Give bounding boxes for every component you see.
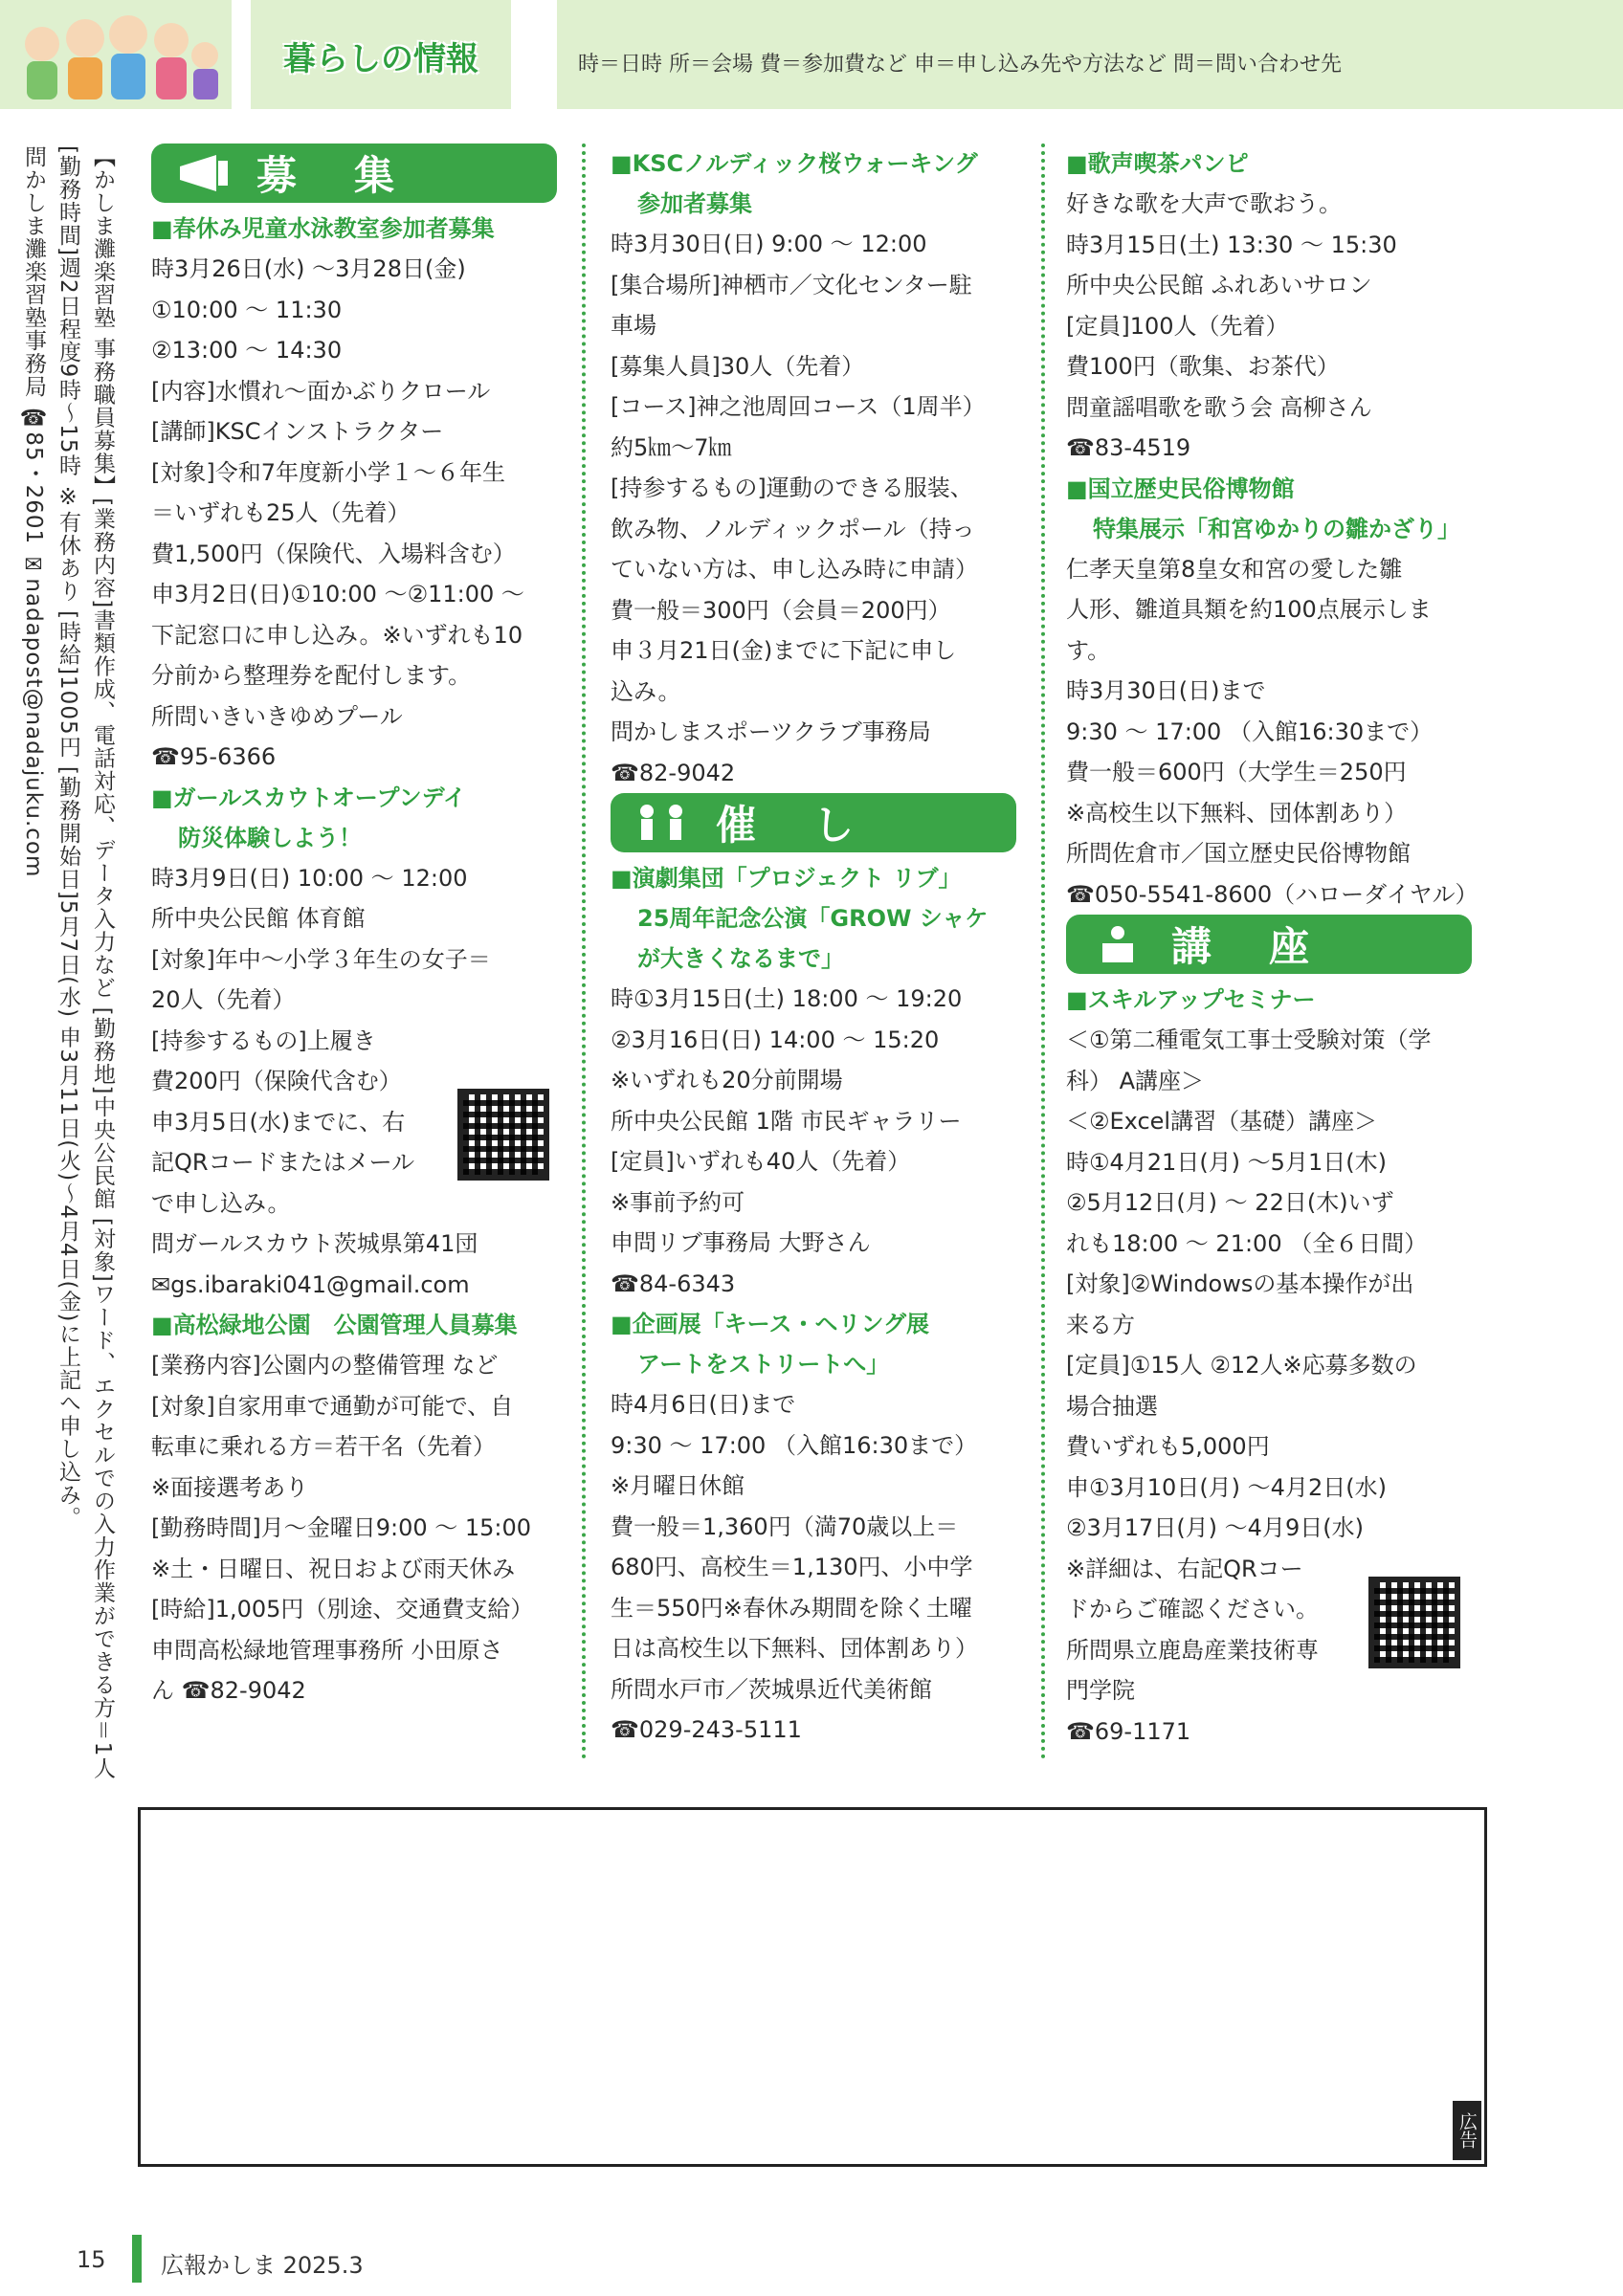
item-line: 申問高松緑地管理事務所 小田原さ: [151, 1636, 503, 1664]
page-number: 15: [77, 2246, 106, 2273]
megaphone-icon: [170, 153, 247, 203]
item-title: ■春休み児童水泳教室参加者募集: [151, 215, 495, 242]
email-link[interactable]: ✉gs.ibaraki041@gmail.com: [151, 1270, 470, 1298]
item-line: 所問水戸市／茨城県近代美術館: [611, 1675, 932, 1703]
column-recruitment: [151, 144, 557, 1711]
item-line: 費一般＝300円（会員＝200円）: [611, 596, 951, 624]
item-line: [時給]1,005円（別途、交通費支給）: [151, 1596, 534, 1623]
item-line: ※月曜日休館: [611, 1472, 745, 1499]
item-line: 申3月2日(日)①10:00 〜②11:00 〜: [151, 581, 524, 607]
item-line: [集合場所]神栖市／文化センター駐: [611, 271, 972, 298]
item-line: [募集人員]30人（先着）: [611, 352, 865, 380]
lectures-banner-label: 講座: [1170, 923, 1367, 970]
item-title: ■ガールスカウトオープンデイ: [151, 784, 466, 811]
item-line: 9:30 〜 17:00 （入館16:30まで）: [1066, 718, 1434, 745]
item-line: 20人（先着）: [151, 986, 296, 1013]
column-divider: [582, 144, 586, 1760]
item-line: 約5㎞〜7㎞: [611, 433, 732, 461]
icon-legend: 時＝日時 所＝会場 費＝参加費など 申＝申し込み先や方法など 問＝問い合わせ先: [578, 53, 1342, 77]
item-subtitle: 25周年記念公演「GROW シャケ: [637, 905, 989, 932]
item-line: 場合抽選: [1066, 1392, 1158, 1420]
item-line: ※面接選考あり: [151, 1473, 309, 1501]
vertical-contact-line: 問かしま灘楽習塾事務局 ☎85・2601 ✉nadapost@nadajuku.com: [21, 145, 46, 878]
item-line: 問かしまスポーツクラブ事務局: [611, 718, 931, 745]
page-header: [0, 0, 1623, 109]
item-line: 所問県立鹿島産業技術専: [1066, 1636, 1319, 1664]
item-line: ①10:00 〜 11:30: [151, 296, 343, 323]
item-line: 所中央公民館 ふれあいサロン: [1066, 272, 1372, 298]
item-line: 所問佐倉市／国立歴史民俗博物館: [1066, 840, 1411, 867]
item-title: ■スキルアップセミナー: [1066, 986, 1316, 1013]
item-line: 科） A講座＞: [1066, 1067, 1205, 1094]
ad-label: 広告: [1453, 2101, 1481, 2160]
item-line: 下記窓口に申し込み。※いずれも10: [151, 621, 523, 649]
lectures-banner: [1066, 915, 1472, 974]
item-line: ☎95-6366: [151, 743, 277, 770]
column-lectures: [1066, 144, 1478, 1752]
events-banner-label: 催し: [715, 802, 911, 849]
item-subtitle: アートをストリートへ」: [637, 1351, 890, 1378]
item-line: ☎83-4519: [1066, 434, 1191, 461]
item-title: ■演劇集団「プロジェクト リブ」: [611, 865, 962, 892]
item-line: ②13:00 〜 14:30: [151, 337, 343, 364]
item-line: 人形、雛道具類を約100点展示しま: [1066, 596, 1432, 623]
seminar-qr-code[interactable]: [1368, 1577, 1460, 1668]
item-line: [対象]自家用車で通勤が可能で、自: [151, 1392, 514, 1420]
item-line: 所問いきいきゆめプール: [151, 702, 403, 730]
item-line: 申①3月10日(月) 〜4月2日(水): [1066, 1473, 1387, 1501]
item-line: す。: [1066, 636, 1111, 664]
item-line: 分前から整理券を配付します。: [151, 662, 472, 689]
item-line: ※高校生以下無料、団体割あり）: [1066, 799, 1408, 827]
item-line: [コース]神之池周回コース（1周半）: [611, 393, 986, 420]
item-line: 日は高校生以下無料、団体割あり）: [611, 1635, 978, 1662]
item-line: 時3月30日(日) 9:00 〜 12:00: [611, 231, 927, 257]
item-title: ■企画展「キース・ヘリング展: [611, 1311, 929, 1337]
recruitment-banner-label: 募集: [256, 152, 452, 199]
item-line: [講師]KSCインストラクター: [151, 418, 444, 445]
item-line: [内容]水慣れ〜面かぶりクロール: [151, 377, 491, 405]
family-illustration-icon: [13, 6, 224, 101]
item-line: ん ☎82-9042: [151, 1677, 306, 1704]
item-title: ■国立歴史民俗博物館: [1066, 475, 1295, 502]
item-line: [持参するもの]運動のできる服装、: [611, 475, 973, 501]
item-line: [持参するもの]上履き: [151, 1027, 376, 1054]
item-line: ☎84-6343: [611, 1269, 736, 1297]
item-line: ※土・日曜日、祝日および雨天休み: [151, 1555, 516, 1582]
item-line: 申３月21日(金)までに下記に申し: [611, 637, 957, 664]
item-line: 飲み物、ノルディックポール（持っ: [611, 515, 975, 542]
item-line: 時①4月21日(月) 〜5月1日(木): [1066, 1148, 1387, 1176]
column-divider: [1041, 144, 1045, 1760]
advertisement-box: [138, 1807, 1487, 2167]
item-line: 問ガールスカウト茨城県第41団: [151, 1230, 478, 1257]
recruitment-banner: [151, 144, 557, 203]
item-line: ていない方は、申し込み時に申請）: [611, 556, 978, 583]
footer-accent-bar: [132, 2235, 142, 2283]
item-line: ☎82-9042: [611, 759, 736, 786]
header-illustration-panel: [0, 0, 232, 109]
item-line: 込み。: [611, 677, 681, 705]
item-line: 時3月26日(水) 〜3月28日(金): [151, 255, 466, 282]
item-line: [業務内容]公園内の整備管理 など: [151, 1352, 499, 1379]
events-banner: [611, 793, 1016, 852]
item-line: 問童謡唱歌を歌う会 高柳さん: [1066, 393, 1372, 421]
people-icon: [630, 803, 706, 852]
item-line: 時①3月15日(土) 18:00 〜 19:20: [611, 985, 963, 1012]
item-line: ＝いずれも25人（先着）: [151, 499, 411, 526]
item-line: ※詳細は、右記QRコー: [1066, 1555, 1303, 1582]
item-line: ②3月16日(日) 14:00 〜 15:20: [611, 1026, 940, 1053]
girlscout-qr-code[interactable]: [457, 1089, 549, 1181]
item-line: 所中央公民館 1階 市民ギャラリー: [611, 1107, 962, 1135]
page-title: 暮らしの情報: [283, 40, 478, 78]
item-line: 時4月6日(日)まで: [611, 1391, 796, 1418]
item-line: 費一般＝1,360円（満70歳以上＝: [611, 1512, 959, 1540]
item-line: ☎050-5541-8600（ハローダイヤル）: [1066, 880, 1478, 908]
item-line: ☎029-243-5111: [611, 1716, 802, 1743]
item-line: 費1,500円（保険代、入場料含む）: [151, 540, 516, 567]
item-line: 生＝550円※春休み期間を除く土曜: [611, 1594, 972, 1622]
item-line: 車場: [611, 312, 656, 339]
item-line: 申3月5日(水)までに、右: [151, 1108, 406, 1136]
item-line: [定員]いずれも40人（先着）: [611, 1148, 911, 1175]
item-line: 費200円（保険代含む）: [151, 1068, 402, 1094]
item-line: 時3月30日(日)まで: [1066, 677, 1266, 704]
item-line: ＜②Excel講習（基礎）講座＞: [1066, 1108, 1378, 1135]
item-title: ■歌声喫茶パンピ: [1066, 150, 1249, 177]
publication-name: 広報かしま 2025.3: [161, 2252, 364, 2279]
item-line: 来る方: [1066, 1311, 1135, 1338]
item-line: 9:30 〜 17:00 （入館16:30まで）: [611, 1431, 978, 1459]
item-subtitle: 特集展示「和宮ゆかりの雛かざり」: [1093, 515, 1460, 542]
item-line: 時3月15日(土) 13:30 〜 15:30: [1066, 231, 1397, 258]
vertical-hours-line: [勤務時間]週2日程度9時〜15時 ※有休あり [時給]1005円 [勤務開始日]5月7日(水) 申3月11日(火)〜4月4日(金)に上記へ申し込み。: [56, 145, 80, 1530]
item-line: [対象]年中〜小学３年生の女子＝: [151, 945, 491, 973]
item-line: 好きな歌を大声で歌おう。: [1066, 190, 1342, 217]
item-line: ※いずれも20分前開場: [611, 1067, 843, 1093]
item-line: 仁孝天皇第8皇女和宮の愛した雛: [1066, 555, 1403, 583]
item-title: ■高松緑地公園 公園管理人員募集: [151, 1312, 518, 1338]
item-line: 680円、高校生＝1,130円、小中学: [611, 1554, 973, 1580]
vertical-recruit-line: 【かしま灘楽習塾 事務職員募集】[業務内容]書類作成、電話対応、データ入力など [勤務地]中央公民館 [対象]ワード、エクセルでの入力作業ができる方＝1人: [90, 145, 115, 1780]
item-line: で申し込み。: [151, 1189, 291, 1217]
item-line: 門学院: [1066, 1677, 1135, 1704]
item-line: 費100円（歌集、お茶代）: [1066, 353, 1340, 380]
item-line: 時3月9日(日) 10:00 〜 12:00: [151, 864, 468, 892]
item-line: ドからご確認ください。: [1066, 1596, 1319, 1623]
item-line: [対象]令和7年度新小学１〜６年生: [151, 458, 505, 486]
item-line: 所中央公民館 体育館: [151, 905, 366, 932]
item-line: 費いずれも5,000円: [1066, 1433, 1270, 1460]
item-line: れも18:00 〜 21:00 （全６日間）: [1066, 1229, 1428, 1257]
podium-icon: [1085, 924, 1162, 974]
item-subtitle: が大きくなるまで」: [637, 945, 844, 972]
item-line: 申問リブ事務局 大野さん: [611, 1229, 871, 1256]
item-line: 記QRコードまたはメール: [151, 1149, 415, 1176]
item-line: ☎69-1171: [1066, 1717, 1191, 1745]
item-line: [勤務時間]月〜金曜日9:00 〜 15:00: [151, 1514, 532, 1541]
column-events: [611, 144, 1016, 1751]
item-title: ■KSCノルディック桜ウォーキング: [611, 150, 978, 177]
item-line: 費一般＝600円（大学生＝250円: [1066, 759, 1407, 785]
item-line: ※事前予約可: [611, 1188, 745, 1216]
item-line: [定員]100人（先着）: [1066, 312, 1289, 340]
item-subtitle: 防災体験しよう！: [178, 824, 362, 851]
item-line: [対象]②Windowsの基本操作が出: [1066, 1270, 1414, 1297]
item-line: 転車に乗れる方＝若干名（先着）: [151, 1433, 496, 1460]
item-subtitle: 参加者募集: [637, 190, 752, 217]
item-line: ＜①第二種電気工事士受験対策（学: [1066, 1027, 1432, 1053]
item-line: ②3月17日(月) 〜4月9日(水): [1066, 1514, 1364, 1541]
item-line: ②5月12日(月) 〜 22日(木)いず: [1066, 1189, 1394, 1216]
item-line: [定員]①15人 ②12人※応募多数の: [1066, 1352, 1417, 1379]
